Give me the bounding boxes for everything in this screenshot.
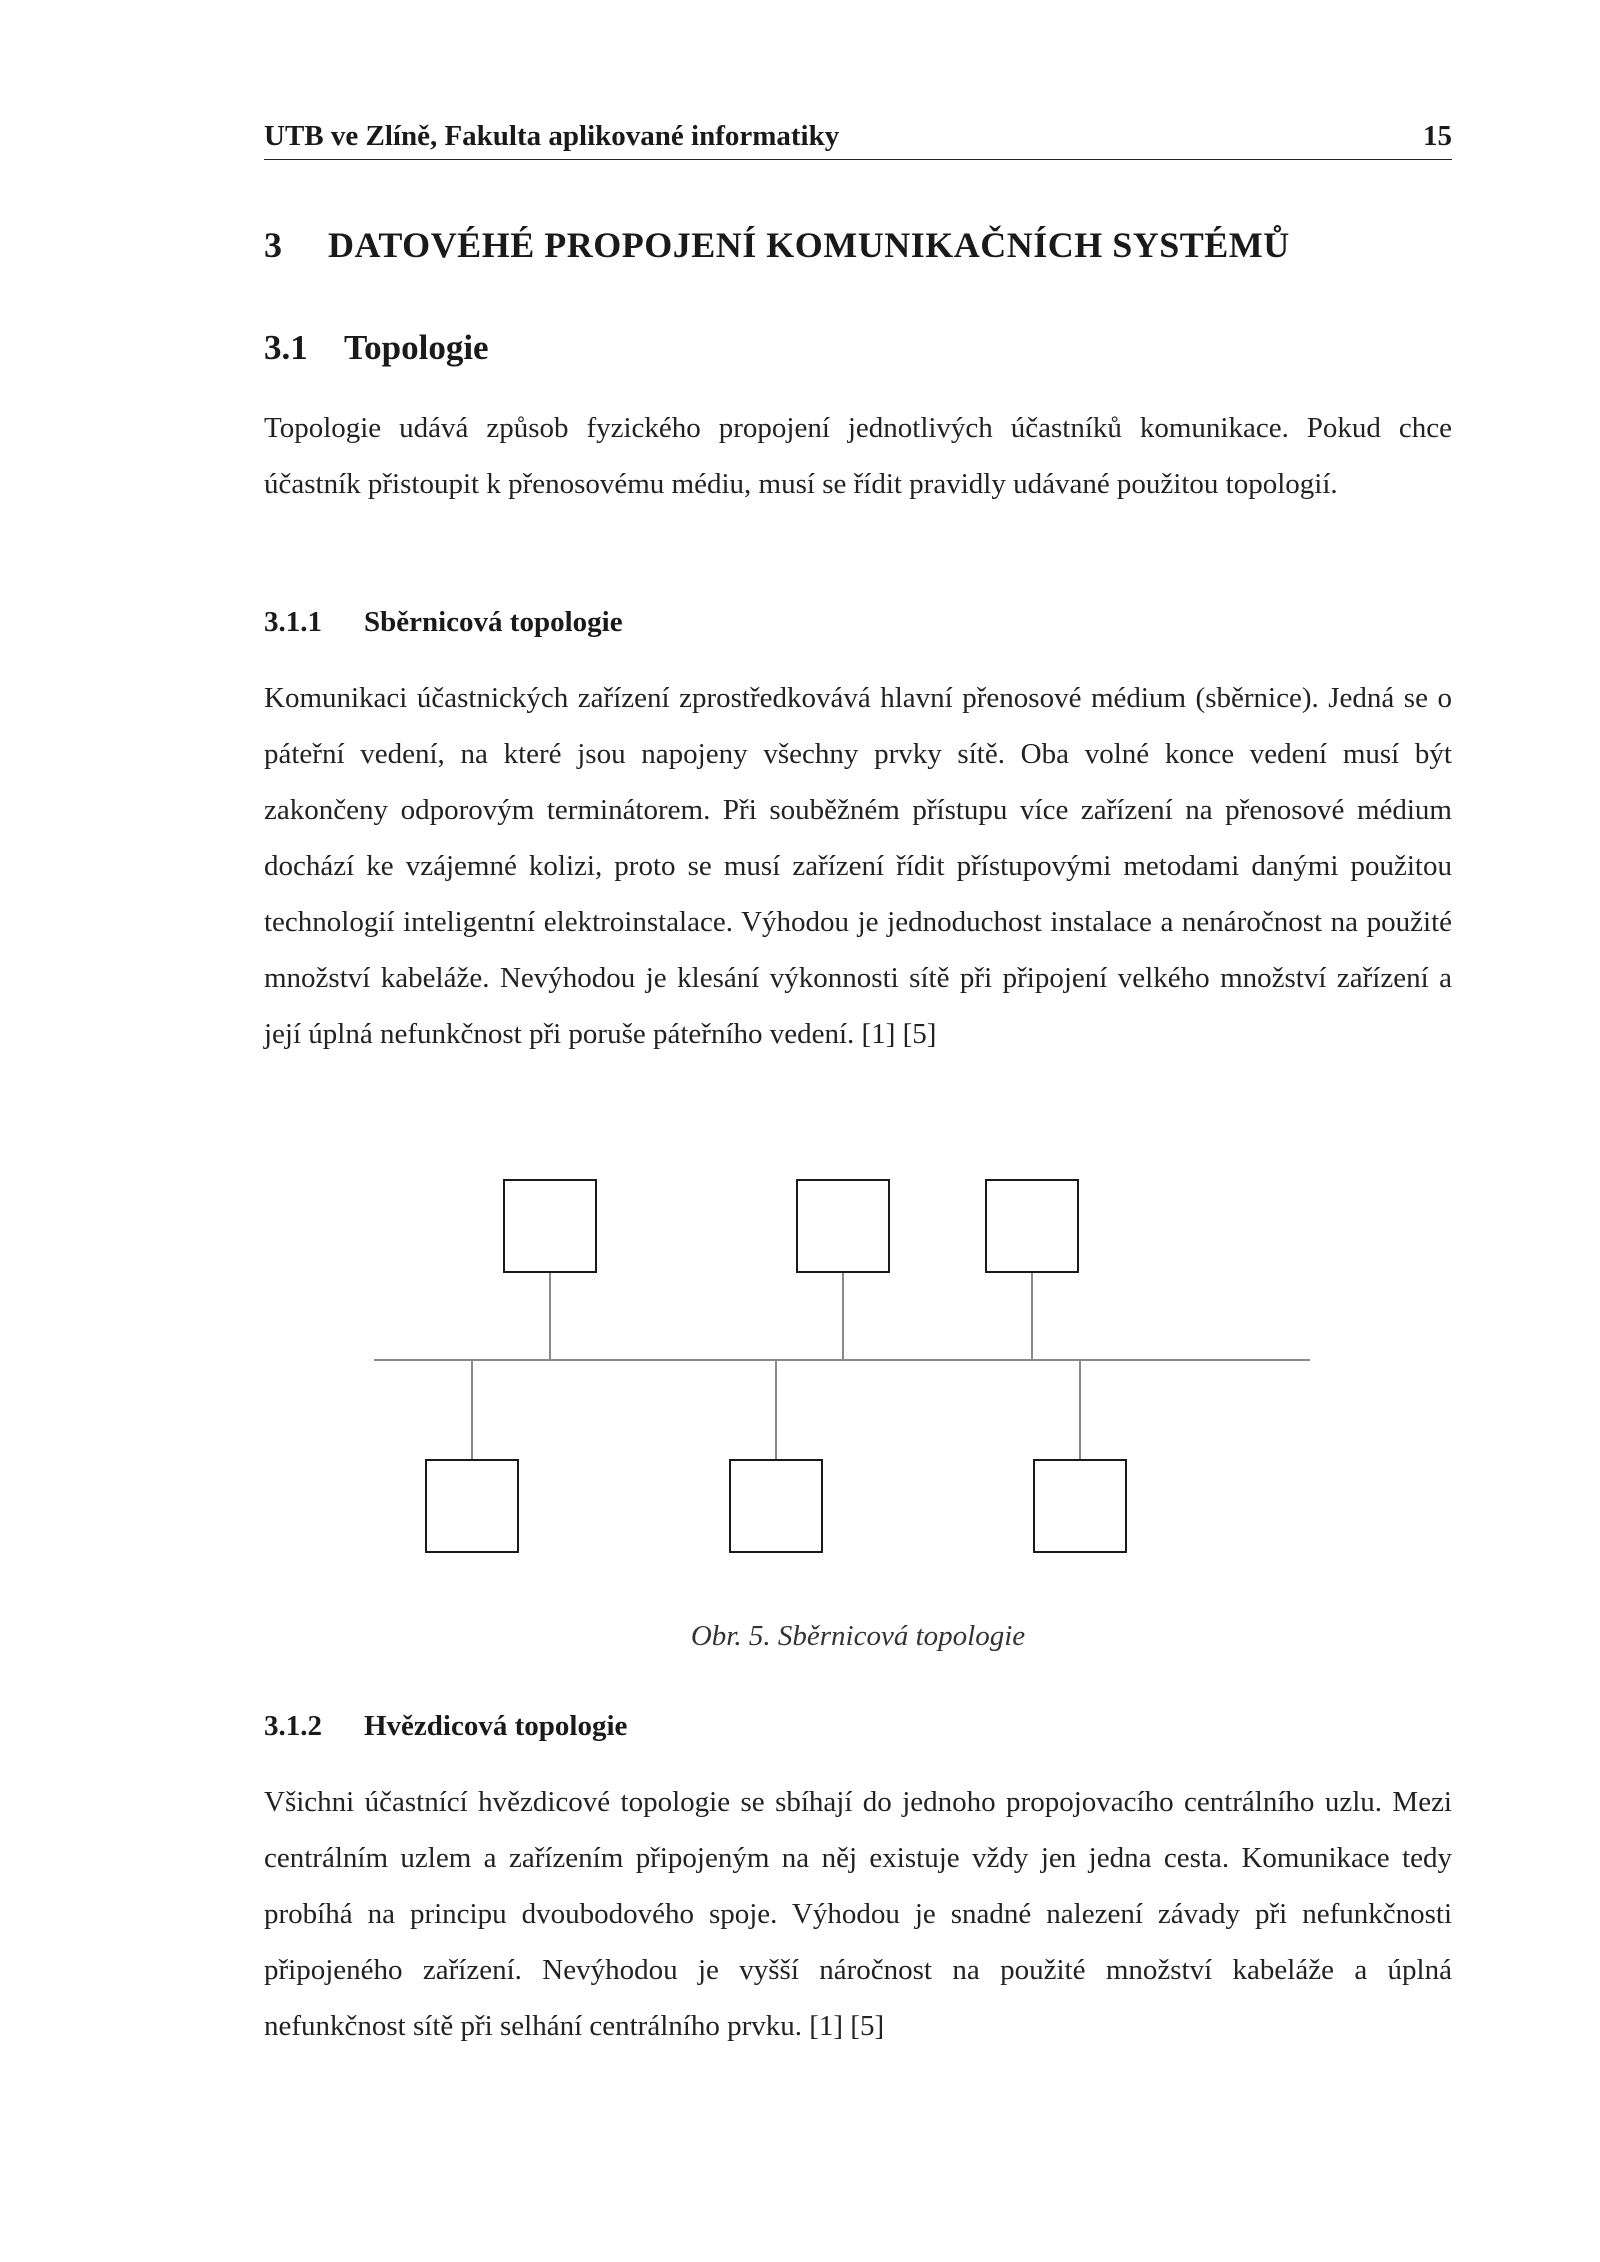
- bus-topology-figure: [0, 1150, 1600, 1600]
- intro-paragraph: Topologie udává způsob fyzického propojení jednotlivých účastníků komunikace. Pokud chce účastník přistoupit k přenosovému médiu, musí se řídit pravidly udávané použitou topologií.: [264, 412, 1452, 500]
- subsection-number: 3.1.1: [264, 606, 322, 638]
- bus-node-box: [426, 1460, 518, 1552]
- chapter-heading: [264, 224, 1290, 266]
- figure-caption: Obr. 5. Sběrnicová topologie: [690, 1620, 1026, 1652]
- bus-node-box: [986, 1180, 1078, 1272]
- section-title: Topologie: [344, 328, 489, 367]
- section-number: 3.1: [264, 328, 308, 367]
- running-title: UTB ve Zlíně, Fakulta aplikované informatiky: [264, 120, 840, 152]
- bus-node-box: [797, 1180, 889, 1272]
- chapter-number: 3: [264, 225, 283, 265]
- bus-node-box: [504, 1180, 596, 1272]
- section-heading: [264, 328, 489, 368]
- subsection-title: Hvězdicová topologie: [364, 1710, 628, 1742]
- subsection-number: 3.1.2: [264, 1710, 322, 1742]
- star-paragraph: Všichni účastnící hvězdicové topologie se sbíhají do jednoho propojovacího centrálního uzlu. Mezi centrálním uzlem a zařízením připojeným na něj existuje vždy jen jedna cesta. Komunikace tedy probíhá na principu dvoubodového spoje. Výhodou je snadné nalezení závady při nefunkčnosti připojeného zařízení. Nevýhodou je vyšší náročnost na použité množství kabeláže a úplná nefunkčnost sítě při selhání centrálního prvku. [1] [5]: [264, 1786, 1452, 2042]
- bus-paragraph: Komunikaci účastnických zařízení zprostředkovává hlavní přenosové médium (sběrnice). Jedná se o páteřní vedení, na které jsou napojeny všechny prvky sítě. Oba volné konce vedení musí být zakončeny odporovým terminátorem. Při souběžném přístupu více zařízení na přenosové médium dochází ke vzájemné kolizi, proto se musí zařízení řídit přístupovými metodami danými použitou technologií inteligentní elektroinstalace. Výhodou je jednoduchost instalace a nenáročnost na použité množství kabeláže. Nevýhodou je klesání výkonnosti sítě při připojení velkého množství zařízení a její úplná nefunkčnost při poruše páteřního vedení. [1] [5]: [264, 682, 1452, 1050]
- subsection-heading-bus: [264, 606, 623, 639]
- chapter-title: DATOVÉHÉ PROPOJENÍ KOMUNIKAČNÍCH SYSTÉMŮ: [328, 225, 1290, 265]
- page-number: 15: [1423, 120, 1452, 152]
- subsection-title: Sběrnicová topologie: [364, 606, 623, 638]
- bus-node-box: [1034, 1460, 1126, 1552]
- subsection-heading-star: [264, 1710, 627, 1743]
- running-header: [264, 120, 1452, 160]
- bus-node-box: [730, 1460, 822, 1552]
